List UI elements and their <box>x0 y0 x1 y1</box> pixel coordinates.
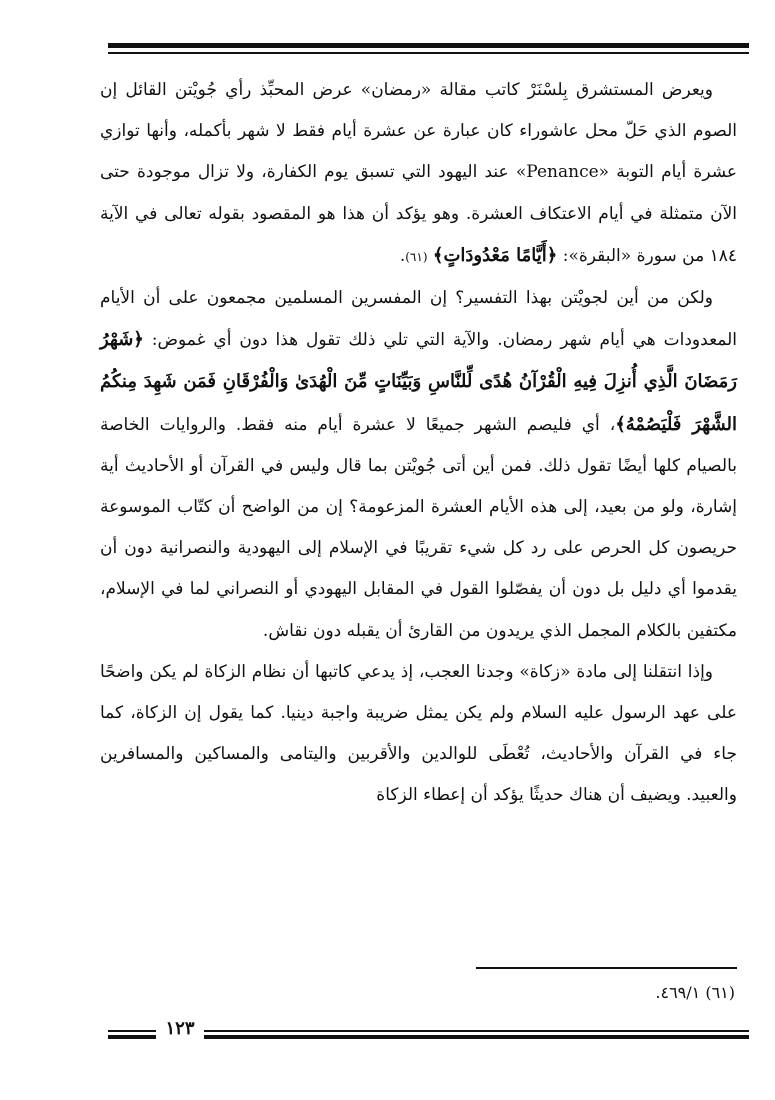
paragraph-3-text: وإذا انتقلنا إلى مادة «زكاة» وجدنا العجب، إذ يدعي كاتبها أن نظام الزكاة لم يكن واضحًا على عهد الرسول عليه السلام ولم يكن يمثل ضريبة واجبة دينيا. كما يقول إن الزكاة، كما جاء في القرآن والأحاديث، تُعْطَى للوالدين والأقربين واليتامى والمساكين والمسافرين والعبيد. ويضيف أن هناك حديثًا يؤكد أن إعطاء الزكاة <box>100 661 737 806</box>
header-rule-thick <box>108 43 749 48</box>
quran-verse: ﴿شَهْرُ رَمَضَانَ الَّذِي أُنزِلَ فِيهِ الْقُرْآنُ هُدًى لِّلنَّاسِ وَبَيِّنَاتٍ مِّنَ الْهُدَىٰ وَالْفُرْقَانِ فَمَن شَهِدَ مِنكُمُ الشَّهْرَ فَلْيَصُمْهُ﴾ <box>100 329 737 435</box>
paragraph-3 <box>100 652 737 817</box>
footnote: (٦١) ٤٦٩/١. <box>655 983 735 1002</box>
footer-rule-left-thin <box>108 1030 156 1032</box>
paragraph-1 <box>100 70 737 278</box>
paragraph-1-text: ويعرض المستشرق بِلسْنَرْ كاتب مقالة «رمضان» عرض المحبِّذ رأي جُويْتن القائل إن الصوم الذي حَلّ محل عاشوراء كان عبارة عن عشرة أيام فقط لا شهر بأكمله، وأنها توازي عشرة أيام التوبة «Penance» عند اليهود التي تسبق يوم الكفارة، ولا تزال موجودة حتى الآن متمثلة في أيام الاعتكاف العشرة. وهو يؤكد أن هذا هو المقصود بقوله تعالى في الآية ١٨٤ من سورة «البقرة»: <box>100 80 738 266</box>
body-text <box>100 70 737 817</box>
footer-rule-left-thick <box>108 1035 156 1039</box>
footnote-separator <box>476 967 737 969</box>
paragraph-2 <box>100 278 737 652</box>
footer-rule-right-thin <box>204 1030 749 1032</box>
paragraph-2-text: ولكن من أين لجويْتن بهذا التفسير؟ إن المفسرين المسلمين مجمعون على أن الأيام المعدودات هي أيام شهر رمضان. والآية التي تلي ذلك تقول هذا دون أي غموض: <box>100 288 737 351</box>
paragraph-1-end: . <box>399 245 406 266</box>
paragraph-2-text-continued: ، أي فليصم الشهر جميعًا لا عشرة أيام منه فقط. والروايات الخاصة بالصيام كلها أيضًا تقول ذلك. فمن أين أتى جُويْتن بما قال وليس في القرآن أو الأحاديث أية إشارة، ولو من بعيد، إلى هذه الأيام العشرة المزعومة؟ إن من الواضح أن كتّاب الموسوعة حريصون كل الحرص على رد كل شيء تقريبًا في الإسلام إلى اليهودية والنصرانية دون أن يقدموا أي دليل بل دون أن يفصّلوا القول في المقابل اليهودي أو النصراني لما في الإسلام، مكتفين بالكلام المجمل الذي يريدون من القارئ أن يقبله دون نقاش. <box>100 414 737 641</box>
quran-verse: ﴿أَيَّامًا مَعْدُودَاتٍ﴾ <box>432 244 558 266</box>
page-number: ١٢٣ <box>165 1018 195 1039</box>
footnote-ref: (٦١) <box>405 249 428 264</box>
header-rule-thin <box>108 52 749 54</box>
footer-rule-right-thick <box>204 1035 749 1039</box>
